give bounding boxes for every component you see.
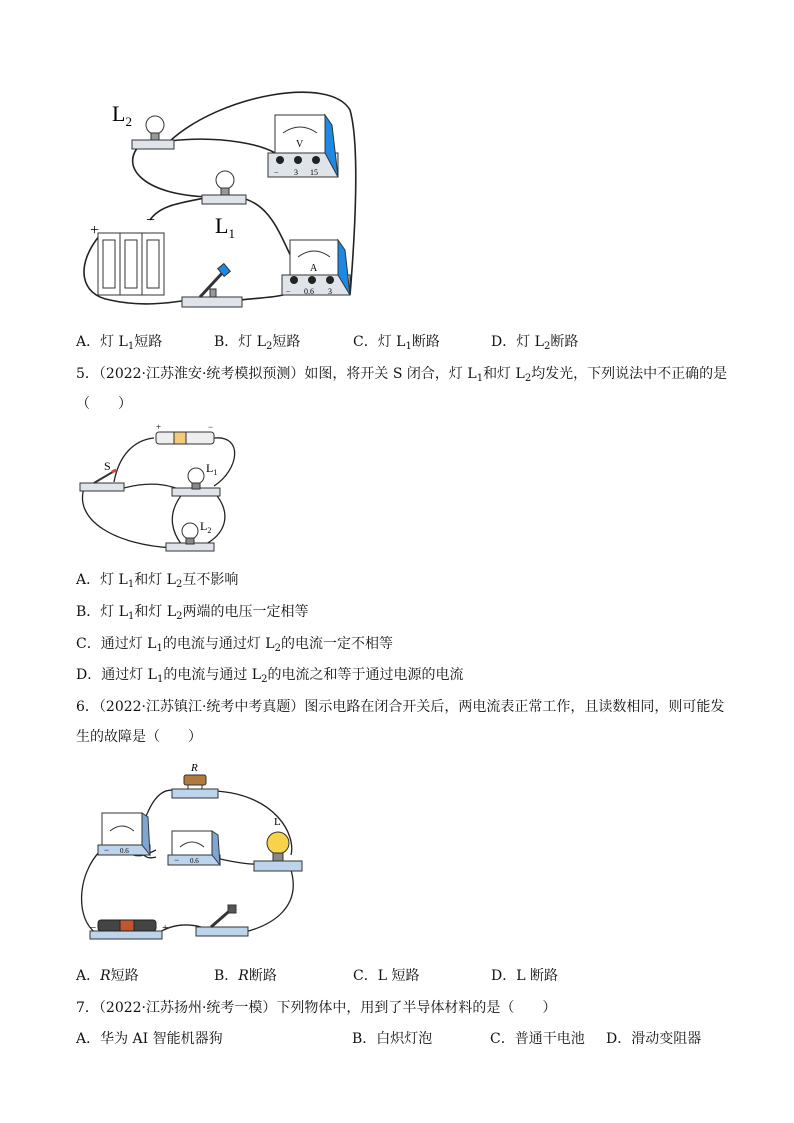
q7-option-a[interactable]: A．华为 AI 智能机器狗 (76, 1031, 223, 1047)
q4-ammeter-06: 0.6 (304, 287, 314, 296)
q6-circuit-figure (76, 755, 316, 955)
q6-resistor (172, 775, 218, 798)
q6-battery (90, 920, 162, 939)
q4-voltmeter-15: 15 (310, 168, 318, 177)
q4-voltmeter-3: 3 (294, 168, 298, 177)
q4-option-a[interactable]: A．灯 $L_1$短路 (76, 334, 163, 352)
q4-circuit-figure (70, 85, 370, 320)
q6-switch (196, 905, 248, 936)
q5-circuit-figure (74, 420, 254, 565)
q6-stem-line2: 生的故障是（ ） (76, 729, 202, 745)
q6-batt-minus: − (90, 922, 97, 934)
q5-option-a[interactable]: A．灯 $L_1$和灯 $L_2$互不影响 (76, 572, 239, 590)
q6-stem-line1: 6．（2022·江苏镇江·统考中考真题）图示电路在闭合开关后，两电流表正常工作，且读数相同，则可能发 (76, 699, 725, 715)
q7-stem: 7．（2022·江苏扬州·统考一模）下列物体中，用到了半导体材料的是（ ） (76, 1000, 557, 1016)
q4-battery (98, 233, 164, 295)
q5-switch (80, 470, 124, 491)
q4-option-b[interactable]: B．灯 $L_2$短路 (214, 334, 301, 352)
q4-voltmeter-minus: − (274, 168, 279, 177)
q4-battery-plus: + (90, 222, 100, 239)
q6-r-label: R (191, 762, 198, 774)
q5-battery (156, 432, 214, 444)
q5-stem-line1: 5．（2022·江苏淮安·统考模拟预测）如图，将开关 S 闭合，灯 $L_1$和灯 $L_2$均发光，下列说法中不正确的是 (76, 366, 728, 384)
q4-lamp-l2 (132, 116, 174, 149)
q5-option-d[interactable]: D．通过灯 $L_1$的电流与通过 $L_2$的电流之和等于通过电源的电流 (76, 667, 464, 685)
q6-option-a[interactable]: A．R短路 (76, 968, 139, 984)
q6-batt-plus: + (162, 922, 169, 934)
q4-l2-label: $L_2$ (112, 101, 132, 129)
q4-option-c[interactable]: C．灯 $L_1$断路 (353, 334, 440, 352)
q6-meter2-minus: − (174, 855, 180, 865)
q5-stem-line2: （ ） (76, 396, 132, 412)
q4-switch (182, 264, 242, 307)
q4-lamp-l1 (202, 171, 246, 204)
q5-option-c[interactable]: C．通过灯 $L_1$的电流与通过灯 $L_2$的电流一定不相等 (76, 636, 393, 654)
q5-option-b[interactable]: B．灯 $L_1$和灯 $L_2$两端的电压一定相等 (76, 604, 309, 622)
q5-l2-label: $L_2$ (200, 519, 212, 535)
q6-option-d[interactable]: D．L 断路 (491, 968, 558, 984)
q5-batt-minus: − (208, 422, 214, 432)
q5-s-label: S (104, 459, 111, 473)
q6-meter1-06: 0.6 (120, 847, 129, 855)
q4-l1-label: $L_1$ (215, 213, 235, 241)
q7-option-c[interactable]: C．普通干电池 (490, 1031, 585, 1047)
q6-option-c[interactable]: C．L 短路 (353, 968, 420, 984)
q4-battery-minus: − (146, 212, 156, 229)
q7-option-b[interactable]: B．白炽灯泡 (352, 1031, 433, 1047)
q5-batt-plus: + (156, 422, 162, 432)
q4-ammeter-minus: − (286, 287, 291, 296)
q7-option-d[interactable]: D．滑动变阻器 (606, 1031, 702, 1047)
q6-l-label: L (274, 816, 281, 828)
q6-meter1-minus: − (104, 845, 110, 855)
q6-lamp (254, 832, 302, 871)
q6-option-b[interactable]: B．R断路 (214, 968, 277, 984)
q4-ammeter-3: 3 (328, 287, 332, 296)
q5-l1-label: $L_1$ (206, 461, 218, 477)
q4-ammeter-letter: A (310, 263, 318, 274)
q4-voltmeter-letter: V (296, 139, 304, 150)
q6-meter2-06: 0.6 (190, 857, 199, 865)
q4-option-d[interactable]: D．灯 $L_2$断路 (491, 334, 579, 352)
